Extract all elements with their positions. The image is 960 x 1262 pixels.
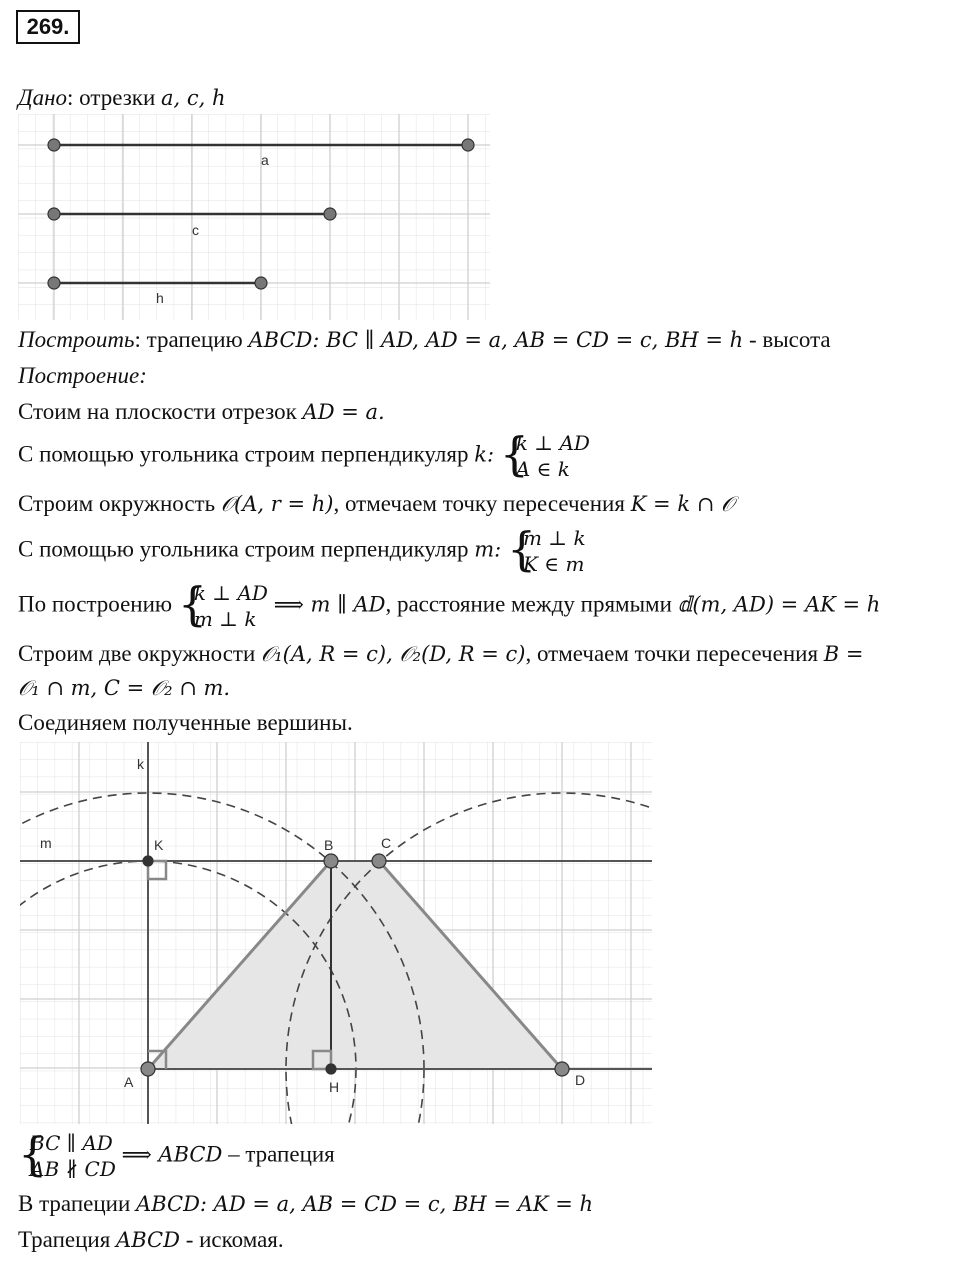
given-segments-figure (18, 114, 490, 320)
step-3: Строим окружность 𝒪(A, r = h), отмечаем точку пересечения K = k ∩ 𝒪 (18, 491, 735, 516)
system-parallel: { k ⊥ AD m ⊥ k (177, 577, 268, 631)
step-7: Соединяем полученные вершины. (18, 710, 353, 735)
label-k: k (137, 756, 144, 772)
build-task-line: Построить: трапецию ABCD: BC ∥ AD, AD = a, AB = CD = c, BH = h - высота (18, 327, 831, 352)
label-D: D (575, 1072, 586, 1088)
construction-figure (20, 742, 652, 1124)
segment-h-label: h (156, 290, 164, 306)
system-trapezoid: { BC ∥ AD AB ∦ CD (18, 1127, 116, 1181)
step-6b: 𝒪₁ ∩ m, C = 𝒪₂ ∩ m. (18, 676, 231, 700)
step-1: Стоим на плоскости отрезок AD = a. (18, 399, 385, 424)
system-m: { m ⊥ k K ∈ m (506, 522, 586, 576)
step-5: По построению { k ⊥ AD m ⊥ k ⟹ m ∥ AD, расстояние между прямыми 𝕕(m, AD) = AK = h (18, 577, 881, 631)
construction-label: Построение: (18, 363, 147, 388)
label-A: A (124, 1074, 134, 1090)
conclusion-line-2: В трапеции ABCD: AD = a, AB = CD = c, BH = AK = h (18, 1191, 594, 1216)
segment-c-label: c (192, 222, 199, 238)
label-B: B (324, 837, 334, 853)
step-4: С помощью угольника строим перпендикуляр m: { m ⊥ k K ∈ m (18, 522, 586, 576)
problem-number: 269. (16, 10, 80, 44)
label-K: K (154, 837, 164, 853)
step-2: С помощью угольника строим перпендикуляр k: { k ⊥ AD A ∈ k (18, 427, 590, 481)
label-H: H (329, 1079, 340, 1095)
conclusion-system: { BC ∥ AD AB ∦ CD ⟹ ABCD – трапеция (18, 1127, 335, 1181)
label-m: m (40, 835, 52, 851)
step-6: Строим две окружности 𝒪₁(A, R = c), 𝒪₂(D, R = c), отмечаем точки пересечения B = (18, 641, 864, 666)
label-C: C (381, 835, 392, 851)
system-k: { k ⊥ AD A ∈ k (499, 427, 590, 481)
conclusion-line-3: Трапеция ABCD - искомая. (18, 1227, 284, 1252)
segment-a-label: a (261, 152, 269, 168)
given-line: Дано: отрезки a, c, h (18, 85, 226, 110)
